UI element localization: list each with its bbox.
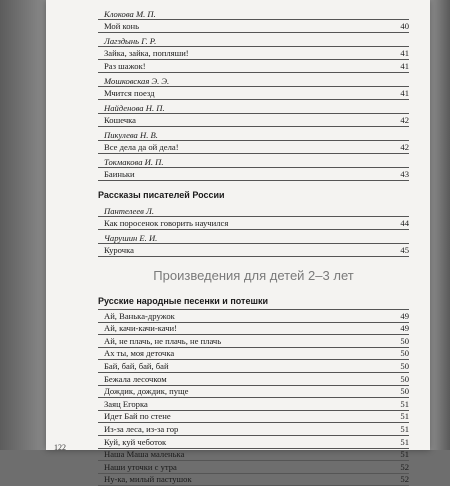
entry-title: Все дела да ой дела! [104, 142, 179, 152]
toc-entry [98, 386, 409, 399]
toc-entry [98, 19, 409, 33]
entry-title: Зайка, зайка, попляши! [104, 48, 189, 58]
entry-page-number: 49 [400, 310, 409, 321]
section-heading-folk-songs: Русские народные песенки и потешки [98, 296, 268, 306]
toc-entry [98, 86, 409, 100]
part-title: Произведения для детей 2–3 лет [153, 268, 354, 283]
entry-page-number: 49 [400, 323, 409, 334]
entry-title: Куй, куй чеботок [104, 436, 167, 447]
author-name: Мошковская Э. Э. [104, 76, 170, 86]
author-name: Клокова М. П. [104, 9, 156, 19]
section-heading-russian-writers: Рассказы писателей России [98, 190, 225, 200]
toc-entry [98, 323, 409, 336]
entry-page-number: 50 [400, 386, 409, 397]
entry-page-number: 51 [400, 423, 409, 434]
toc-entry [98, 46, 409, 60]
entry-title: Ай, не плачь, не плачь, не плачь [104, 335, 222, 346]
entry-title: Наши уточки с утра [104, 461, 177, 472]
toc-entry [98, 243, 409, 257]
entry-page-number: 40 [400, 21, 409, 31]
entry-page-number: 50 [400, 335, 409, 346]
entry-title: Баиньки [104, 169, 135, 179]
page-edge-shadow [430, 0, 450, 450]
toc-entry [98, 449, 409, 462]
entry-title: Из-за леса, из-за гор [104, 423, 179, 434]
entry-title: Бежала лесочком [104, 373, 167, 384]
entry-page-number: 42 [400, 115, 409, 125]
entry-page-number: 44 [400, 218, 409, 228]
toc-entry [98, 140, 409, 154]
entry-title: Курочка [104, 245, 134, 255]
entry-title: Раз шажок! [104, 61, 146, 71]
entry-page-number: 51 [400, 449, 409, 460]
author-name: Чарушин Е. И. [104, 233, 158, 243]
entry-page-number: 51 [400, 398, 409, 409]
toc-entry [98, 113, 409, 127]
toc-entry [98, 436, 409, 449]
entry-page-number: 45 [400, 245, 409, 255]
toc-entry [98, 348, 409, 361]
entry-title: Идет Бай по стене [104, 411, 171, 422]
entry-page-number: 52 [400, 474, 409, 485]
entry-title: Мой конь [104, 21, 140, 31]
entry-page-number: 41 [400, 61, 409, 71]
author-name: Лагздынь Г. Р. [104, 36, 157, 46]
entry-page-number: 42 [400, 142, 409, 152]
entry-page-number: 41 [400, 88, 409, 98]
entry-title: Бай, бай, бай, бай [104, 360, 169, 371]
toc-group-list-mid [98, 206, 409, 257]
entry-title: Кошечка [104, 115, 136, 125]
book-page [46, 0, 430, 485]
entry-page-number: 41 [400, 48, 409, 58]
entry-title: Как поросенок говорить научился [104, 218, 229, 228]
entry-page-number: 50 [400, 373, 409, 384]
toc-entry [98, 423, 409, 436]
folk-entry-list [98, 309, 409, 486]
toc-entry [98, 167, 409, 181]
entry-title: Ах ты, моя деточка [104, 348, 175, 359]
entry-page-number: 43 [400, 169, 409, 179]
entry-page-number: 51 [400, 411, 409, 422]
toc-entry [98, 474, 409, 486]
entry-title: Наша Маша маленька [104, 449, 185, 460]
entry-page-number: 50 [400, 348, 409, 359]
entry-page-number: 52 [400, 461, 409, 472]
page-number: 122 [54, 443, 66, 452]
toc-entry [98, 60, 409, 73]
author-name: Токмакова И. П. [104, 157, 164, 167]
toc-entry [98, 309, 409, 323]
author-name: Пикулева Н. В. [104, 130, 158, 140]
toc-group-list-top [98, 9, 409, 181]
toc-entry [98, 360, 409, 373]
toc-entry [98, 216, 409, 230]
entry-title: Дождик, дождик, пуще [104, 386, 189, 397]
toc-entry [98, 373, 409, 386]
toc-entry [98, 335, 409, 348]
entry-page-number: 51 [400, 436, 409, 447]
entry-title: Ай, Ванька-дружок [104, 310, 175, 321]
table-of-contents [98, 6, 409, 486]
author-name: Найденова Н. П. [104, 103, 165, 113]
author-name: Пантелеев Л. [104, 206, 155, 216]
entry-page-number: 50 [400, 360, 409, 371]
toc-entry [98, 461, 409, 474]
toc-entry [98, 398, 409, 411]
book-spine-shadow [0, 0, 46, 450]
entry-title: Ай, качи-качи-качи! [104, 323, 177, 334]
entry-title: Заяц Егорка [104, 398, 148, 409]
entry-title: Мчится поезд [104, 88, 155, 98]
toc-entry [98, 411, 409, 424]
entry-title: Ну-ка, милый пастушок [104, 474, 192, 485]
